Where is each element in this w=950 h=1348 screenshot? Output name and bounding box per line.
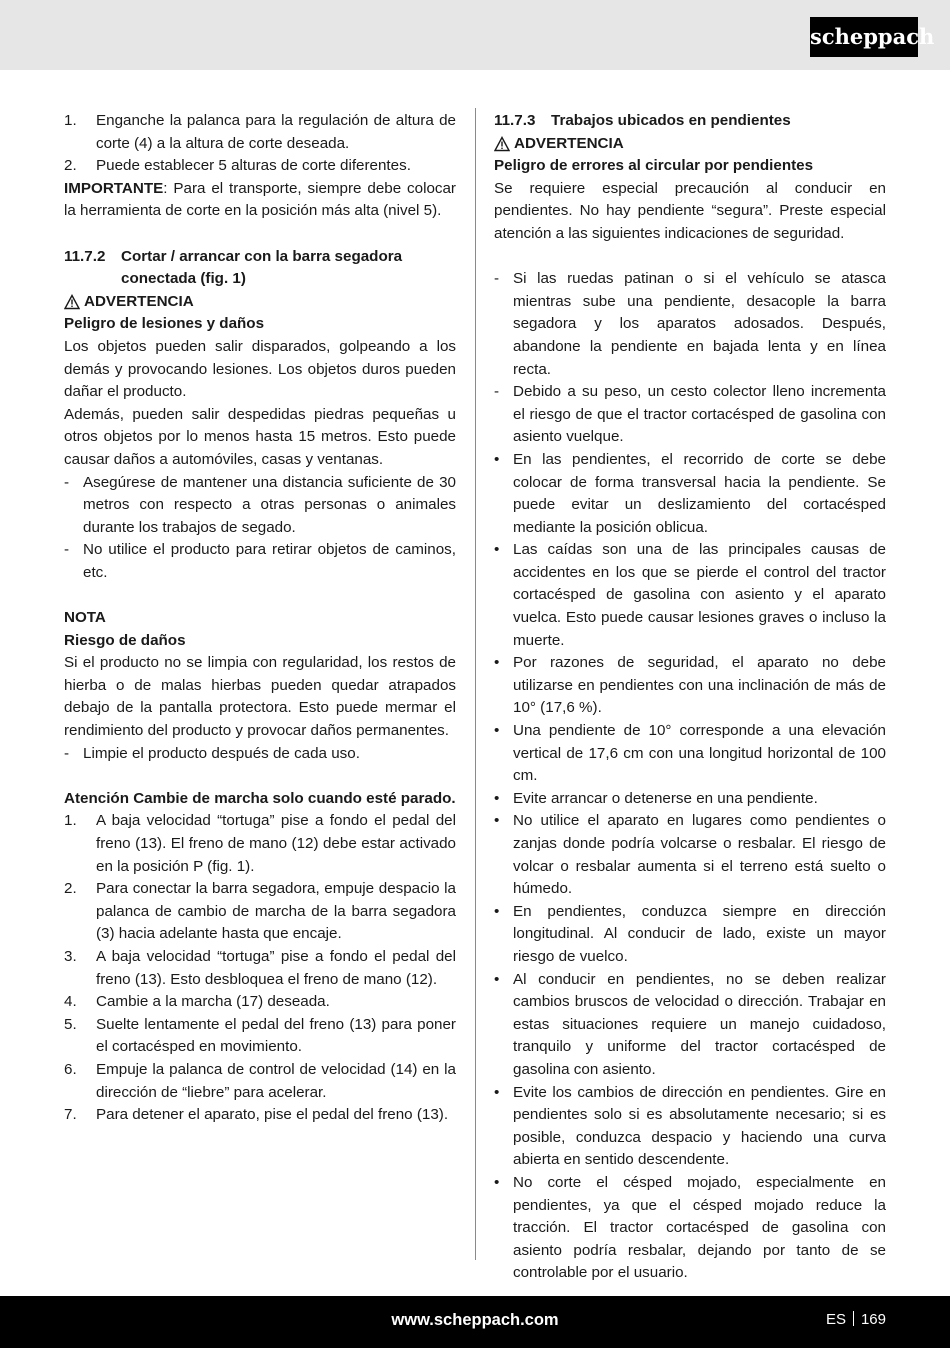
section-heading-11-7-3: 11.7.3 Trabajos ubicados en pendientes	[494, 112, 791, 129]
list-item: 5. Suelte lentamente el pedal del freno (13) para poner el cortacésped en movimiento.	[64, 1015, 456, 1056]
important-label: IMPORTANTE	[64, 179, 164, 197]
right-column	[494, 110, 886, 1285]
list-item: - Limpie el producto después de cada uso.	[64, 744, 360, 762]
warning-triangle-icon	[494, 136, 510, 152]
list-item: • Al conducir en pendientes, no se deben realizar cambios bruscos de velocidad o dirección. Trabajar en estas situaciones requiere un manejo cuidadoso, tranquilo y uniforme del tractor cortacésped de gasolina con asiento.	[494, 970, 886, 1078]
list-item: - Asegúrese de mantener una distancia suficiente de 30 metros con respecto a otras personas o animales durante los trabajos de segado.	[64, 473, 456, 536]
list-item: - No utilice el producto para retirar objetos de caminos, etc.	[64, 541, 456, 581]
list-item: - Debido a su peso, un cesto colector lleno incrementa el riesgo de que el tractor cortacésped de gasolina con asiento vuelque.	[494, 383, 886, 446]
list-item: • En pendientes, conduzca siempre en dirección longitudinal. Al conducir de lado, existe un mayor riesgo de vuelco.	[494, 902, 886, 965]
header-bar	[0, 0, 950, 70]
list-item: • Evite los cambios de dirección en pendientes. Gire en pendientes solo si es absolutamente necesario; si es posible, conduzca despacio y haciendo una curva abierta en sentido descendente.	[494, 1083, 886, 1169]
list-item: • Las caídas son una de las principales causas de accidentes en los que se pierde el control del tractor cortacésped de gasolina con asiento y el aparato vuelca. Esto puede causar lesiones graves o incluso la muerte.	[494, 541, 886, 649]
warning-heading: ADVERTENCIA	[64, 291, 456, 314]
list-item: - Si las ruedas patinan o si el vehículo se atasca mientras sube una pendiente, desacople la barra segadora y los aparatos adosados. Después, abandone la pendiente en bajada lenta y en línea recta.	[494, 270, 886, 378]
note-heading: NOTA	[64, 609, 106, 627]
danger-paragraph: Se requiere especial precaución al conducir en pendientes. No hay pendiente “segura”. Preste especial atención a las siguientes indicaciones de seguridad.	[494, 179, 886, 242]
list-item: • No corte el césped mojado, especialmente en pendientes, ya que el césped mojado reduce la tracción. El tractor cortacésped de gasolina con asiento podría resbalar, dejando por tanto de se controlable por el usuario.	[494, 1173, 886, 1282]
list-item: • No utilice el aparato en lugares como pendientes o zanjas donde podría volcarse o resbalar. El riesgo de volcar o resbalar aumenta si el terreno está suelto o húmedo.	[494, 812, 886, 898]
note-paragraph: Si el producto no se limpia con regularidad, los restos de hierba o de malas hierbas pueden quedar atrapados debajo de la pantalla protectora. Esto puede mermar el rendimiento del producto y provocar daños permanentes.	[64, 654, 456, 740]
list-item: 7. Para detener el aparato, pise el pedal del freno (13).	[64, 1106, 449, 1124]
scheppach-logo: scheppach	[810, 17, 918, 57]
danger-title: Peligro de errores al circular por pendientes	[494, 157, 814, 175]
danger-title: Peligro de lesiones y daños	[64, 315, 265, 333]
left-column	[64, 110, 456, 1127]
list-item: 1. A baja velocidad “tortuga” pise a fondo el pedal del freno (13). El freno de mano (12) debe estar activado en la posición P (fig. 1).	[64, 812, 456, 875]
list-item: • Evite arrancar o detenerse en una pendiente.	[494, 789, 818, 807]
important-paragraph: IMPORTANTE: Para el transporte, siempre debe colocar la herramienta de corte en la posición más alta (nivel 5).	[64, 179, 456, 220]
list-item: 1. Enganche la palanca para la regulación de altura de corte (4) a la altura de corte deseada.	[64, 112, 456, 152]
note-title: Riesgo de daños	[64, 631, 186, 649]
warning-triangle-icon	[64, 294, 80, 310]
list-item: • En las pendientes, el recorrido de corte se debe colocar de forma transversal hacia la pendiente. Se puede evitar un deslizamiento del cortacésped mediante la posición oblicua.	[494, 450, 886, 536]
list-item: 2. Para conectar la barra segadora, empuje despacio la palanca de cambio de marcha de la barra segadora (3) hacia adelante hasta que encaje.	[64, 880, 456, 943]
list-item: 6. Empuje la palanca de control de velocidad (14) en la dirección de “liebre” para acelerar.	[64, 1060, 456, 1101]
height-steps-list	[64, 110, 456, 178]
danger-paragraph: Los objetos pueden salir disparados, golpeando a los demás y provocando lesiones. Los objetos duros pueden dañar el producto.	[64, 337, 456, 401]
attention-heading: Atención Cambie de marcha solo cuando esté parado.	[64, 789, 456, 807]
footer-bar	[0, 1296, 950, 1348]
page-number	[826, 1309, 886, 1331]
danger-paragraph: Además, pueden salir despedidas piedras pequeñas u otros objetos por lo menos hasta 15 metros. Esto puede causar daños a automóviles, casas y ventanas.	[64, 405, 456, 468]
mowing-steps-list	[64, 810, 456, 1126]
page-number-value: 169	[860, 1311, 886, 1328]
list-item: • Una pendiente de 10° corresponde a una elevación vertical de 17,6 cm con una longitud horizontal de 100 cm.	[494, 722, 886, 785]
slope-safety-list	[494, 268, 886, 1285]
list-item: • Por razones de seguridad, el aparato no debe utilizarse en pendientes con una inclinación de más de 10° (17,6 %).	[494, 654, 886, 717]
website-link[interactable]: www.scheppach.com	[391, 1311, 559, 1329]
list-item: 4. Cambie a la marcha (17) deseada.	[64, 993, 330, 1011]
warning-heading: ADVERTENCIA	[494, 133, 886, 156]
list-item: 3. A baja velocidad “tortuga” pise a fondo el pedal del freno (13). Esto desbloquea el freno de mano (12).	[64, 947, 456, 988]
list-item: 2. Puede establecer 5 alturas de corte diferentes.	[64, 157, 411, 175]
section-heading-11-7-2: 11.7.2 Cortar / arrancar con la barra segadora conectada (fig. 1)	[64, 247, 403, 288]
language-code: ES	[825, 1311, 846, 1328]
column-divider	[475, 108, 476, 1260]
